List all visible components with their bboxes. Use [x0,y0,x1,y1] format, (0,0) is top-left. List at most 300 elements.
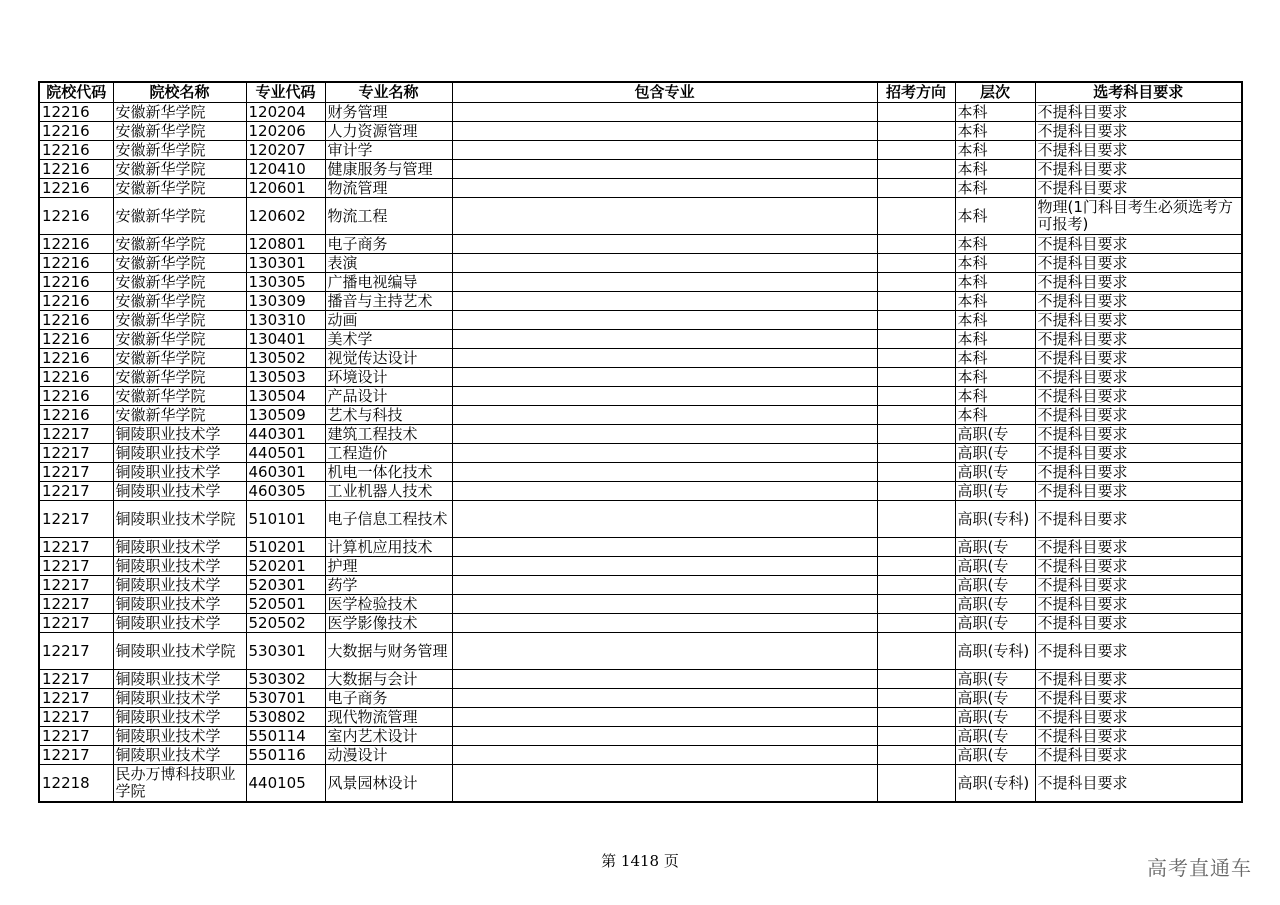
table-row [39,746,1242,765]
cell-direction [877,708,955,727]
cell-included-majors [452,463,877,482]
cell-subject-requirement: 不提科目要求 [1035,387,1242,406]
cell-school-name: 安徽新华学院 [113,103,246,122]
cell-school-name: 铜陵职业技术学 [113,576,246,595]
cell-school-name: 安徽新华学院 [113,292,246,311]
cell-major-name: 现代物流管理 [325,708,452,727]
cell-included-majors [452,538,877,557]
cell-direction [877,557,955,576]
cell-major-code: 440501 [246,444,325,463]
cell-major-code: 130509 [246,406,325,425]
cell-level: 高职(专科) [955,501,1035,538]
cell-major-name: 物流工程 [325,198,452,235]
cell-subject-requirement: 不提科目要求 [1035,482,1242,501]
cell-direction [877,273,955,292]
cell-major-name: 工程造价 [325,444,452,463]
cell-school-name: 铜陵职业技术学 [113,557,246,576]
cell-direction [877,122,955,141]
cell-level: 高职(专 [955,557,1035,576]
cell-school-name: 铜陵职业技术学 [113,746,246,765]
table-row [39,501,1242,538]
cell-major-code: 130401 [246,330,325,349]
table-row [39,292,1242,311]
cell-school-name: 安徽新华学院 [113,273,246,292]
table-row [39,670,1242,689]
cell-level: 本科 [955,179,1035,198]
cell-included-majors [452,501,877,538]
cell-level: 本科 [955,122,1035,141]
cell-school-name: 铜陵职业技术学 [113,425,246,444]
cell-school-code: 12217 [39,576,113,595]
cell-major-name: 物流管理 [325,179,452,198]
cell-major-code: 520502 [246,614,325,633]
table-row [39,444,1242,463]
cell-level: 本科 [955,387,1035,406]
cell-subject-requirement: 不提科目要求 [1035,614,1242,633]
cell-school-name: 安徽新华学院 [113,235,246,254]
cell-included-majors [452,141,877,160]
cell-level: 本科 [955,273,1035,292]
cell-subject-requirement: 物理(1门科目考生必须选考方可报考) [1035,198,1242,235]
header-major-code: 专业代码 [246,82,325,103]
cell-subject-requirement: 不提科目要求 [1035,349,1242,368]
cell-major-name: 播音与主持艺术 [325,292,452,311]
cell-school-name: 安徽新华学院 [113,179,246,198]
table-row [39,689,1242,708]
cell-subject-requirement: 不提科目要求 [1035,463,1242,482]
cell-included-majors [452,160,877,179]
cell-school-code: 12216 [39,179,113,198]
table-row [39,614,1242,633]
cell-subject-requirement: 不提科目要求 [1035,444,1242,463]
table-row [39,708,1242,727]
cell-included-majors [452,614,877,633]
cell-level: 高职(专科) [955,765,1035,803]
cell-major-name: 健康服务与管理 [325,160,452,179]
cell-direction [877,160,955,179]
cell-direction [877,235,955,254]
cell-direction [877,633,955,670]
cell-major-code: 460301 [246,463,325,482]
cell-subject-requirement: 不提科目要求 [1035,689,1242,708]
cell-school-name: 安徽新华学院 [113,406,246,425]
cell-major-name: 美术学 [325,330,452,349]
cell-school-name: 安徽新华学院 [113,311,246,330]
cell-school-code: 12217 [39,670,113,689]
cell-major-code: 120602 [246,198,325,235]
cell-subject-requirement: 不提科目要求 [1035,501,1242,538]
cell-direction [877,141,955,160]
cell-direction [877,501,955,538]
table-row [39,595,1242,614]
cell-subject-requirement: 不提科目要求 [1035,576,1242,595]
cell-school-code: 12217 [39,425,113,444]
cell-school-name: 铜陵职业技术学 [113,463,246,482]
header-major-name: 专业名称 [325,82,452,103]
table-row [39,482,1242,501]
cell-major-code: 130502 [246,349,325,368]
header-direction: 招考方向 [877,82,955,103]
cell-school-name: 安徽新华学院 [113,141,246,160]
cell-major-code: 130503 [246,368,325,387]
cell-direction [877,670,955,689]
cell-school-code: 12216 [39,330,113,349]
cell-level: 本科 [955,311,1035,330]
cell-school-code: 12217 [39,501,113,538]
cell-subject-requirement: 不提科目要求 [1035,727,1242,746]
cell-school-name: 铜陵职业技术学 [113,595,246,614]
cell-school-code: 12216 [39,273,113,292]
header-school-name: 院校名称 [113,82,246,103]
page-number: 第 1418 页 [601,852,679,870]
cell-school-name: 铜陵职业技术学 [113,614,246,633]
cell-level: 高职(专 [955,746,1035,765]
table-body [39,103,1242,803]
cell-major-name: 人力资源管理 [325,122,452,141]
cell-level: 本科 [955,141,1035,160]
cell-major-name: 财务管理 [325,103,452,122]
cell-subject-requirement: 不提科目要求 [1035,273,1242,292]
cell-included-majors [452,727,877,746]
header-school-code: 院校代码 [39,82,113,103]
cell-included-majors [452,311,877,330]
table-row [39,103,1242,122]
cell-level: 高职(专 [955,595,1035,614]
cell-major-name: 大数据与会计 [325,670,452,689]
cell-school-name: 民办万博科技职业学院 [113,765,246,803]
table-row [39,179,1242,198]
cell-included-majors [452,670,877,689]
cell-major-code: 530701 [246,689,325,708]
cell-included-majors [452,482,877,501]
cell-level: 高职(专 [955,538,1035,557]
cell-major-name: 视觉传达设计 [325,349,452,368]
cell-included-majors [452,387,877,406]
cell-school-code: 12216 [39,122,113,141]
cell-included-majors [452,122,877,141]
cell-included-majors [452,746,877,765]
cell-major-code: 120204 [246,103,325,122]
cell-major-name: 风景园林设计 [325,765,452,803]
cell-subject-requirement: 不提科目要求 [1035,122,1242,141]
cell-school-code: 12217 [39,633,113,670]
cell-school-code: 12217 [39,482,113,501]
cell-subject-requirement: 不提科目要求 [1035,179,1242,198]
cell-subject-requirement: 不提科目要求 [1035,292,1242,311]
cell-subject-requirement: 不提科目要求 [1035,595,1242,614]
cell-subject-requirement: 不提科目要求 [1035,765,1242,803]
table-row [39,538,1242,557]
cell-level: 本科 [955,160,1035,179]
cell-level: 高职(专 [955,576,1035,595]
header-included-majors: 包含专业 [452,82,877,103]
cell-level: 高职(专 [955,670,1035,689]
cell-major-code: 440105 [246,765,325,803]
header-subject-requirement: 选考科目要求 [1035,82,1242,103]
table-row [39,254,1242,273]
cell-direction [877,330,955,349]
cell-major-code: 550116 [246,746,325,765]
cell-major-code: 130310 [246,311,325,330]
cell-subject-requirement: 不提科目要求 [1035,746,1242,765]
cell-subject-requirement: 不提科目要求 [1035,538,1242,557]
cell-major-code: 510201 [246,538,325,557]
cell-major-code: 520301 [246,576,325,595]
cell-included-majors [452,179,877,198]
table-row [39,576,1242,595]
cell-major-name: 表演 [325,254,452,273]
cell-major-code: 550114 [246,727,325,746]
cell-direction [877,482,955,501]
cell-direction [877,254,955,273]
cell-direction [877,387,955,406]
cell-level: 本科 [955,406,1035,425]
cell-level: 高职(专 [955,463,1035,482]
cell-major-name: 机电一体化技术 [325,463,452,482]
cell-level: 高职(专 [955,727,1035,746]
cell-school-code: 12216 [39,406,113,425]
cell-school-name: 铜陵职业技术学 [113,444,246,463]
cell-subject-requirement: 不提科目要求 [1035,160,1242,179]
cell-school-code: 12217 [39,444,113,463]
cell-school-name: 铜陵职业技术学 [113,538,246,557]
cell-school-code: 12217 [39,614,113,633]
cell-school-code: 12216 [39,292,113,311]
watermark-logo: 高考直通车 [1147,856,1252,880]
cell-school-name: 安徽新华学院 [113,387,246,406]
cell-direction [877,425,955,444]
table-row [39,311,1242,330]
cell-major-code: 510101 [246,501,325,538]
cell-school-name: 安徽新华学院 [113,349,246,368]
cell-major-code: 120801 [246,235,325,254]
table-row [39,330,1242,349]
cell-major-name: 护理 [325,557,452,576]
cell-level: 高职(专 [955,425,1035,444]
cell-included-majors [452,254,877,273]
cell-subject-requirement: 不提科目要求 [1035,311,1242,330]
cell-direction [877,198,955,235]
cell-school-code: 12216 [39,235,113,254]
cell-major-name: 室内艺术设计 [325,727,452,746]
cell-major-code: 130309 [246,292,325,311]
cell-major-code: 130504 [246,387,325,406]
cell-included-majors [452,273,877,292]
cell-major-code: 520201 [246,557,325,576]
cell-school-code: 12217 [39,595,113,614]
table-row [39,349,1242,368]
cell-major-name: 医学影像技术 [325,614,452,633]
cell-included-majors [452,576,877,595]
cell-subject-requirement: 不提科目要求 [1035,425,1242,444]
cell-major-code: 520501 [246,595,325,614]
cell-included-majors [452,765,877,803]
cell-school-code: 12217 [39,463,113,482]
cell-level: 本科 [955,330,1035,349]
cell-school-name: 铜陵职业技术学 [113,708,246,727]
cell-included-majors [452,689,877,708]
cell-school-name: 铜陵职业技术学 [113,689,246,708]
cell-school-code: 12216 [39,387,113,406]
cell-major-name: 产品设计 [325,387,452,406]
cell-major-name: 电子商务 [325,235,452,254]
cell-school-code: 12216 [39,160,113,179]
cell-subject-requirement: 不提科目要求 [1035,557,1242,576]
cell-direction [877,765,955,803]
cell-school-name: 铜陵职业技术学 [113,727,246,746]
cell-school-code: 12217 [39,727,113,746]
table-header-row [39,82,1242,103]
cell-level: 本科 [955,349,1035,368]
cell-level: 本科 [955,103,1035,122]
table-row [39,765,1242,803]
cell-major-name: 工业机器人技术 [325,482,452,501]
cell-direction [877,538,955,557]
cell-direction [877,311,955,330]
cell-included-majors [452,103,877,122]
cell-major-name: 动漫设计 [325,746,452,765]
cell-level: 高职(专 [955,689,1035,708]
cell-major-code: 120206 [246,122,325,141]
cell-included-majors [452,368,877,387]
cell-included-majors [452,198,877,235]
table-row [39,235,1242,254]
table-row [39,463,1242,482]
cell-subject-requirement: 不提科目要求 [1035,141,1242,160]
cell-subject-requirement: 不提科目要求 [1035,254,1242,273]
cell-major-name: 艺术与科技 [325,406,452,425]
cell-included-majors [452,708,877,727]
cell-included-majors [452,330,877,349]
cell-direction [877,576,955,595]
cell-major-name: 动画 [325,311,452,330]
table-row [39,425,1242,444]
cell-major-name: 广播电视编导 [325,273,452,292]
cell-direction [877,349,955,368]
cell-school-name: 安徽新华学院 [113,122,246,141]
cell-school-name: 安徽新华学院 [113,160,246,179]
cell-school-code: 12216 [39,368,113,387]
cell-included-majors [452,557,877,576]
cell-school-code: 12218 [39,765,113,803]
cell-major-code: 530802 [246,708,325,727]
cell-subject-requirement: 不提科目要求 [1035,368,1242,387]
cell-direction [877,103,955,122]
cell-direction [877,689,955,708]
cell-school-name: 铜陵职业技术学 [113,670,246,689]
cell-level: 高职(专 [955,482,1035,501]
cell-included-majors [452,235,877,254]
cell-major-name: 计算机应用技术 [325,538,452,557]
cell-direction [877,614,955,633]
cell-major-name: 医学检验技术 [325,595,452,614]
cell-subject-requirement: 不提科目要求 [1035,103,1242,122]
cell-subject-requirement: 不提科目要求 [1035,633,1242,670]
cell-level: 高职(专 [955,614,1035,633]
header-level: 层次 [955,82,1035,103]
cell-major-code: 120601 [246,179,325,198]
cell-subject-requirement: 不提科目要求 [1035,330,1242,349]
cell-school-code: 12216 [39,198,113,235]
cell-school-code: 12216 [39,311,113,330]
cell-major-code: 120410 [246,160,325,179]
cell-included-majors [452,292,877,311]
cell-school-name: 安徽新华学院 [113,368,246,387]
table-row [39,122,1242,141]
table-row [39,557,1242,576]
cell-major-name: 大数据与财务管理 [325,633,452,670]
cell-major-name: 药学 [325,576,452,595]
cell-direction [877,406,955,425]
cell-school-code: 12217 [39,538,113,557]
cell-level: 本科 [955,254,1035,273]
cell-school-code: 12217 [39,689,113,708]
cell-school-name: 铜陵职业技术学院 [113,501,246,538]
cell-level: 本科 [955,235,1035,254]
cell-major-code: 440301 [246,425,325,444]
cell-school-name: 安徽新华学院 [113,330,246,349]
cell-included-majors [452,349,877,368]
cell-direction [877,746,955,765]
table-row [39,406,1242,425]
cell-major-code: 130305 [246,273,325,292]
cell-included-majors [452,444,877,463]
cell-direction [877,292,955,311]
cell-direction [877,179,955,198]
cell-level: 高职(专科) [955,633,1035,670]
cell-major-code: 460305 [246,482,325,501]
cell-school-name: 安徽新华学院 [113,254,246,273]
cell-level: 高职(专 [955,708,1035,727]
cell-subject-requirement: 不提科目要求 [1035,670,1242,689]
cell-school-code: 12216 [39,141,113,160]
cell-school-code: 12216 [39,254,113,273]
table-row [39,368,1242,387]
table-row [39,633,1242,670]
cell-school-code: 12216 [39,349,113,368]
cell-major-name: 电子商务 [325,689,452,708]
table-row [39,141,1242,160]
table-row [39,387,1242,406]
cell-level: 本科 [955,368,1035,387]
cell-school-code: 12216 [39,103,113,122]
cell-school-code: 12217 [39,746,113,765]
table-row [39,160,1242,179]
cell-direction [877,368,955,387]
table-row [39,273,1242,292]
cell-subject-requirement: 不提科目要求 [1035,708,1242,727]
cell-direction [877,463,955,482]
cell-school-name: 铜陵职业技术学院 [113,633,246,670]
cell-school-code: 12217 [39,557,113,576]
cell-direction [877,727,955,746]
cell-subject-requirement: 不提科目要求 [1035,235,1242,254]
cell-major-name: 审计学 [325,141,452,160]
cell-major-name: 建筑工程技术 [325,425,452,444]
cell-major-name: 环境设计 [325,368,452,387]
cell-school-name: 铜陵职业技术学 [113,482,246,501]
cell-included-majors [452,425,877,444]
cell-direction [877,595,955,614]
cell-major-code: 130301 [246,254,325,273]
cell-direction [877,444,955,463]
cell-major-code: 120207 [246,141,325,160]
cell-major-name: 电子信息工程技术 [325,501,452,538]
cell-school-name: 安徽新华学院 [113,198,246,235]
cell-level: 本科 [955,292,1035,311]
cell-included-majors [452,406,877,425]
cell-level: 高职(专 [955,444,1035,463]
